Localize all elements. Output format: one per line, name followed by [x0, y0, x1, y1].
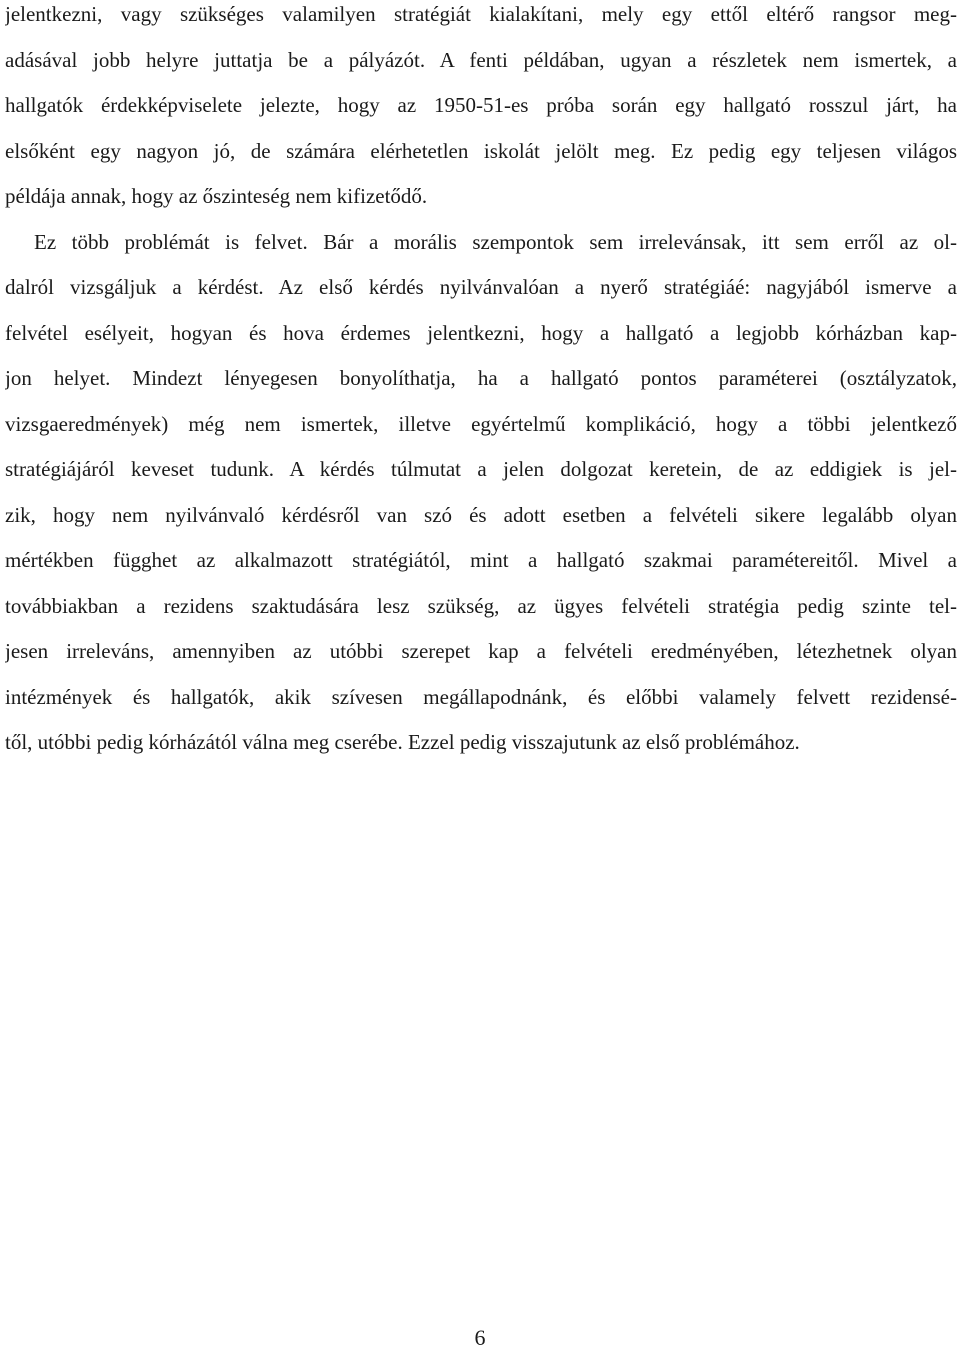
text-line: adásával jobb helyre juttatja be a pályázót. A fenti példában, ugyan a részletek nem ismertek, a — [5, 47, 957, 72]
text-line: jelentkezni, vagy szükséges valamilyen stratégiát kialakítani, mely egy ettől eltérő rangsor meg- — [5, 2, 957, 26]
paragraph-1 — [5, 0, 957, 228]
text-line: Ez több problémát is felvet. Bár a morális szempontok sem irrelevánsak, itt sem erről az ol- — [34, 229, 957, 254]
text-line: továbbiakban a rezidens szaktudására lesz szükség, az ügyes felvételi stratégia pedig szinte tel- — [5, 593, 957, 618]
text-line: mértékben függhet az alkalmazott stratégiától, mint a hallgató szakmai paramétereitől. Mivel a — [5, 548, 957, 572]
text-line: vizsgaeredmények) még nem ismertek, illetve egyértelmű komplikáció, hogy a többi jelentkező — [5, 411, 957, 436]
text-line: zik, hogy nem nyilvánvaló kérdésről van szó és adott esetben a felvételi sikere legalább olyan — [5, 502, 957, 527]
paragraph-2 — [5, 228, 957, 774]
page-number: 6 — [474, 1325, 486, 1350]
text-line: elsőként egy nagyon jó, de számára elérhetetlen iskolát jelölt meg. Ez pedig egy teljesen világos — [5, 138, 957, 163]
text-line: dalról vizsgáljuk a kérdést. Az első kérdés nyilvánvalóan a nyerő stratégiáé: nagyjából ismerve a — [5, 275, 957, 299]
text-line: példája annak, hogy az őszinteség nem kifizetődő. — [5, 184, 428, 208]
text-line: stratégiájáról keveset tudunk. A kérdés túlmutat a jelen dolgozat keretein, de az eddigiek is jel- — [5, 457, 957, 481]
text-line: hallgatók érdekképviselete jelezte, hogy az 1950-51-es próba során egy hallgató rosszul járt, ha — [5, 93, 957, 117]
page-body — [5, 0, 957, 774]
text-line: től, utóbbi pedig kórházától válna meg cserébe. Ezzel pedig visszajutunk az első problémához. — [5, 730, 800, 754]
text-line: jesen irreleváns, amennyiben az utóbbi szerepet kap a felvételi eredményében, létezhetnek olyan — [5, 639, 957, 663]
text-line: intézmények és hallgatók, akik szívesen megállapodnánk, és előbbi valamely felvett rezidensé- — [5, 684, 957, 709]
text-line: jon helyet. Mindezt lényegesen bonyolíthatja, ha a hallgató pontos paraméterei (osztályzatok, — [5, 366, 957, 390]
text-line: felvétel esélyeit, hogyan és hova érdemes jelentkezni, hogy a hallgató a legjobb kórházban kap- — [5, 320, 957, 345]
